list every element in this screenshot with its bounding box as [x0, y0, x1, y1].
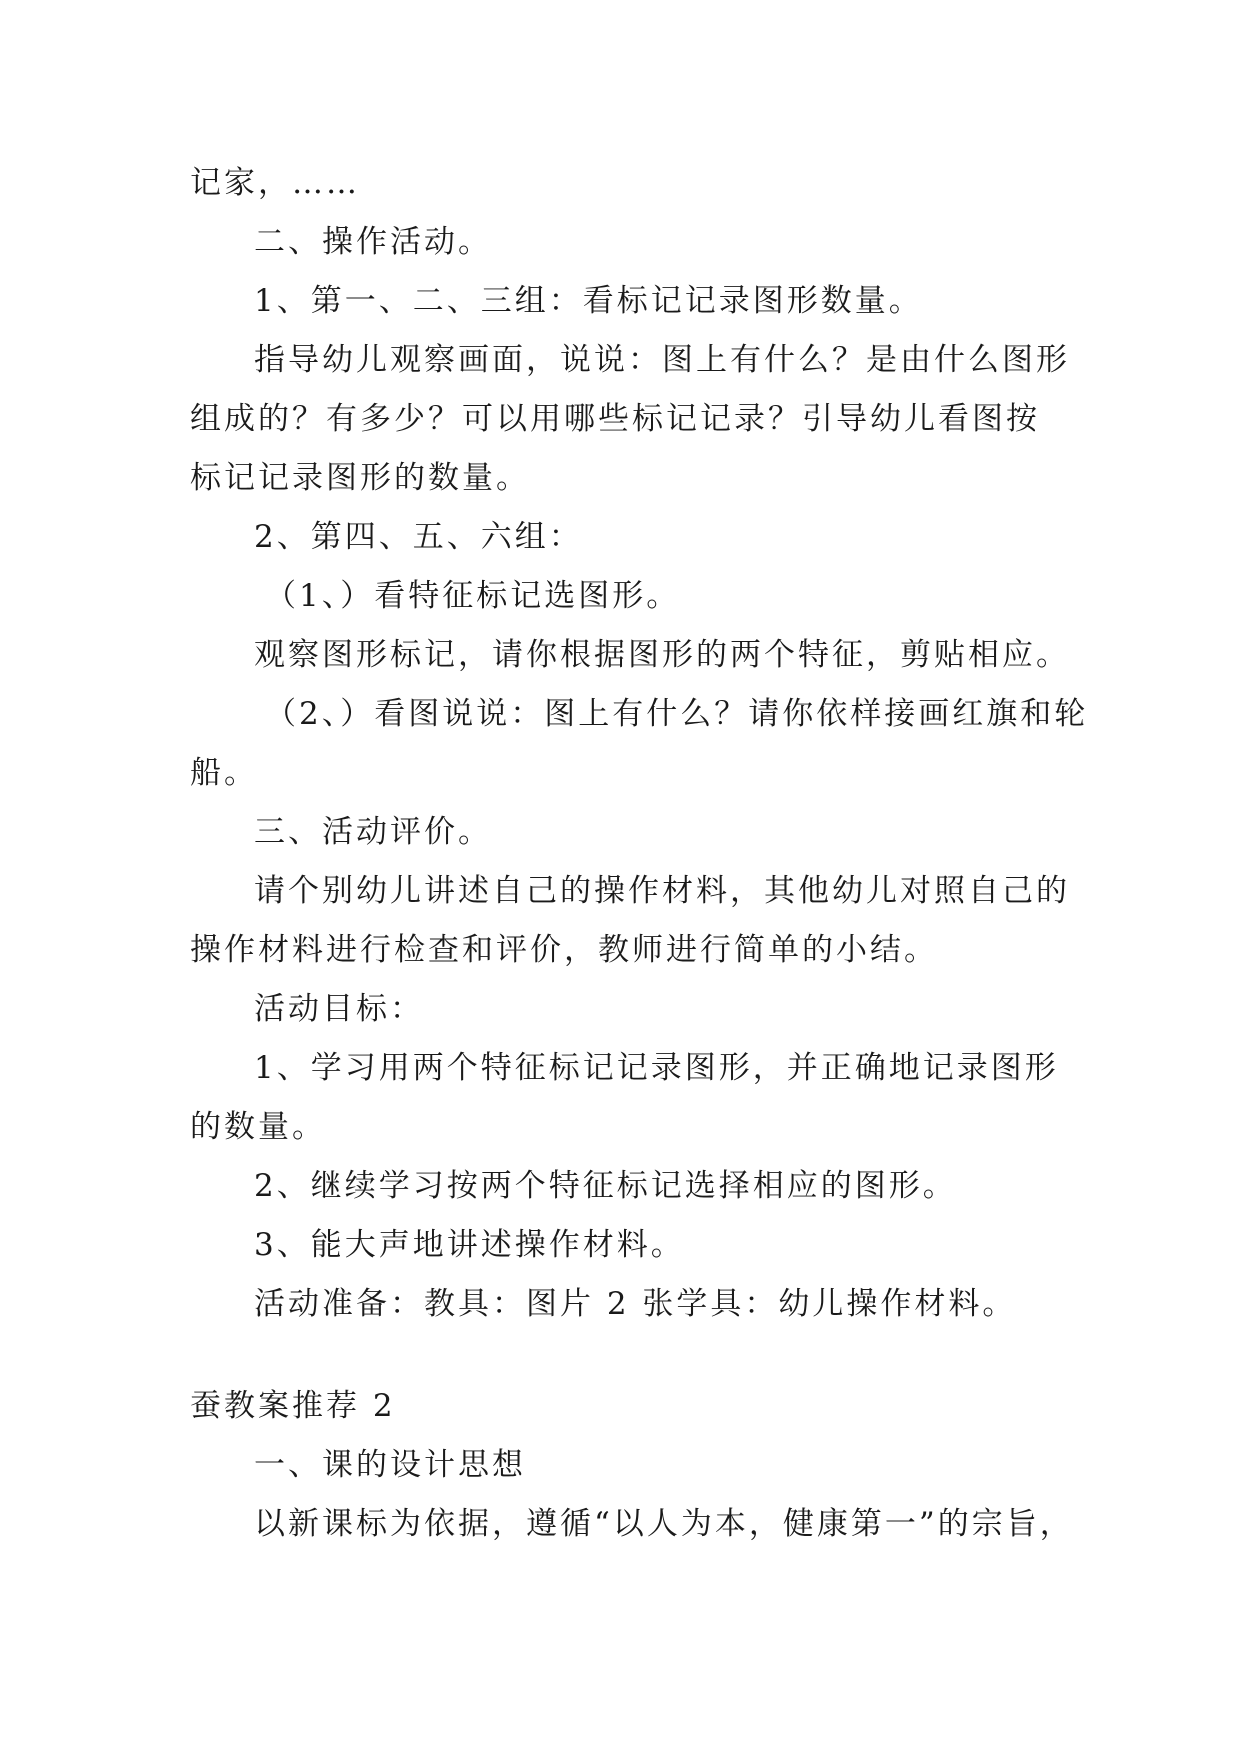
paragraph-line: 活动准备：教具：图片 2 张学具：幼儿操作材料。 — [254, 1286, 1017, 1322]
paragraph-line: 的数量。 — [190, 1109, 326, 1145]
section-heading: 三、活动评价。 — [254, 814, 492, 850]
paragraph-line: 观察图形标记，请你根据图形的两个特征，剪贴相应。 — [254, 637, 1070, 673]
section-heading: 二、操作活动。 — [254, 224, 492, 260]
list-item: （1、）看特征标记选图形。 — [265, 578, 681, 614]
paragraph-line: 操作材料进行检查和评价，教师进行简单的小结。 — [190, 932, 938, 968]
section-heading: 一、课的设计思想 — [254, 1447, 526, 1483]
list-item: 1、学习用两个特征标记记录图形，并正确地记录图形 — [254, 1050, 1059, 1086]
paragraph-line: 以新课标为依据，遵循“以人为本，健康第一”的宗旨， — [254, 1506, 1074, 1542]
list-item: 1、第一、二、三组：看标记记录图形数量。 — [254, 283, 923, 319]
list-item: 2、第四、五、六组： — [254, 519, 583, 555]
paragraph-line: 船。 — [190, 755, 258, 791]
section-heading: 活动目标： — [254, 991, 424, 1027]
list-item: （2、）看图说说：图上有什么？请你依样接画红旗和轮 — [265, 696, 1089, 732]
paragraph-line: 指导幼儿观察画面，说说：图上有什么？是由什么图形 — [254, 342, 1070, 378]
paragraph-line: 记家，…… — [190, 165, 360, 201]
list-item: 3、能大声地讲述操作材料。 — [254, 1227, 685, 1263]
document-title: 蚕教案推荐 2 — [190, 1388, 396, 1424]
paragraph-line: 标记记录图形的数量。 — [190, 460, 530, 496]
list-item: 2、继续学习按两个特征标记选择相应的图形。 — [254, 1168, 957, 1204]
paragraph-line: 请个别幼儿讲述自己的操作材料，其他幼儿对照自己的 — [254, 873, 1070, 909]
paragraph-line: 组成的？有多少？可以用哪些标记记录？引导幼儿看图按 — [190, 401, 1040, 437]
